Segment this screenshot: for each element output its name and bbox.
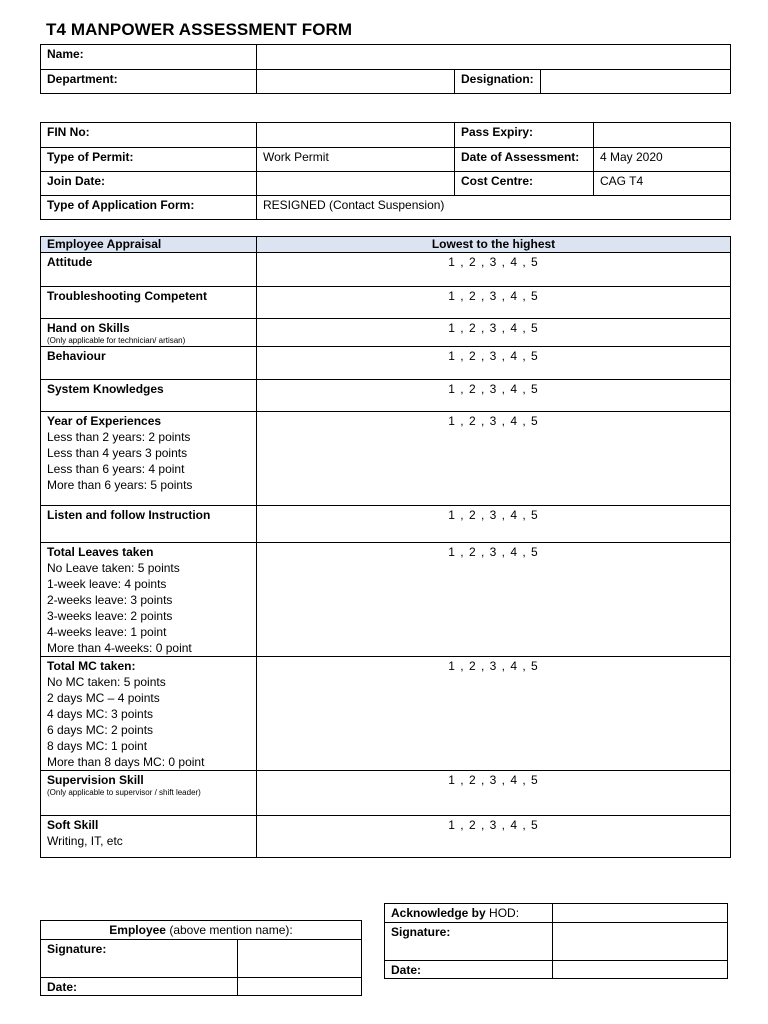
rating-scale[interactable]: 1 , 2 , 3 , 4 , 5 [257,412,731,506]
hod-date-label: Date: [385,961,553,979]
appraisal-row [41,319,731,347]
appraisal-row [41,287,731,319]
appraisal-criteria [41,347,257,380]
criteria-label: Listen and follow Instruction [47,508,211,522]
hod-signature-label: Signature: [385,923,553,961]
date-of-assessment-value[interactable]: 4 May 2020 [594,148,731,172]
criteria-detail-line: 8 days MC: 1 point [47,739,148,753]
rating-scale[interactable]: 1 , 2 , 3 , 4 , 5 [257,347,731,380]
criteria-detail-line: More than 6 years: 5 points [47,478,193,492]
criteria-detail-line: 2 days MC – 4 points [47,691,160,705]
employee-signature-label: Signature: [41,940,238,978]
criteria-label: Year of Experiences [47,414,162,428]
criteria-detail-line: Writing, IT, etc [47,834,123,848]
employee-header [41,921,362,940]
criteria-detail-line: Less than 2 years: 2 points [47,430,191,444]
appraisal-header-right: Lowest to the highest [257,237,731,253]
pass-expiry-label: Pass Expiry: [455,123,594,148]
appraisal-row [41,771,731,816]
criteria-label: Attitude [47,255,93,269]
appraisal-row [41,253,731,287]
appraisal-criteria [41,287,257,319]
rating-scale[interactable]: 1 , 2 , 3 , 4 , 5 [257,506,731,543]
hod-ack-rest: HOD: [485,906,520,920]
hod-date-field[interactable] [553,961,728,979]
employee-date-field[interactable] [238,978,362,996]
form-title: T4 MANPOWER ASSESSMENT FORM [46,20,353,39]
name-field[interactable] [257,45,731,70]
application-form-label: Type of Application Form: [41,196,257,220]
criteria-note: (Only applicable for technician/ artisan) [47,336,186,345]
employee-signature-table [40,920,362,996]
fin-field[interactable] [257,123,455,148]
criteria-detail-line: 1-week leave: 4 points [47,577,167,591]
rating-scale[interactable]: 1 , 2 , 3 , 4 , 5 [257,319,731,347]
hod-ack-field[interactable] [553,904,728,923]
appraisal-row [41,816,731,858]
employee-signature-field[interactable] [238,940,362,978]
appraisal-criteria [41,816,257,858]
employee-header-rest: (above mention name): [165,923,293,937]
hod-signature-field[interactable] [553,923,728,961]
rating-scale[interactable]: 1 , 2 , 3 , 4 , 5 [257,543,731,657]
criteria-detail-line: 6 days MC: 2 points [47,723,154,737]
appraisal-criteria [41,380,257,412]
permit-value[interactable]: Work Permit [257,148,455,172]
rating-scale[interactable]: 1 , 2 , 3 , 4 , 5 [257,380,731,412]
criteria-detail-line: 3-weeks leave: 2 points [47,609,173,623]
appraisal-row [41,543,731,657]
appraisal-criteria [41,543,257,657]
criteria-label: Troubleshooting Competent [47,289,207,303]
appraisal-row [41,412,731,506]
criteria-detail-line: More than 4-weeks: 0 point [47,641,192,655]
permit-info-table [40,122,731,220]
criteria-label: System Knowledges [47,382,164,396]
criteria-label: Behaviour [47,349,106,363]
application-form-value[interactable]: RESIGNED (Contact Suspension) [257,196,731,220]
criteria-detail-line: 4 days MC: 3 points [47,707,154,721]
join-date-label: Join Date: [41,172,257,196]
name-label: Name: [41,45,257,70]
criteria-label: Soft Skill [47,818,99,832]
cost-centre-value[interactable]: CAG T4 [594,172,731,196]
criteria-note: (Only applicable to supervisor / shift leader) [47,788,201,797]
pass-expiry-field[interactable] [594,123,731,148]
join-date-field[interactable] [257,172,455,196]
criteria-label: Total Leaves taken [47,545,154,559]
appraisal-row [41,347,731,380]
criteria-detail-line: Less than 6 years: 4 point [47,462,185,476]
permit-label: Type of Permit: [41,148,257,172]
personal-info-table [40,44,731,94]
rating-scale[interactable]: 1 , 2 , 3 , 4 , 5 [257,816,731,858]
cost-centre-label: Cost Centre: [455,172,594,196]
criteria-detail-line: No MC taken: 5 points [47,675,166,689]
designation-label: Designation: [455,70,541,94]
criteria-label: Hand on Skills [47,321,130,335]
criteria-detail-line: More than 8 days MC: 0 point [47,755,205,769]
department-field[interactable] [257,70,455,94]
rating-scale[interactable]: 1 , 2 , 3 , 4 , 5 [257,287,731,319]
fin-label: FIN No: [41,123,257,148]
date-of-assessment-label: Date of Assessment: [455,148,594,172]
appraisal-criteria [41,657,257,771]
criteria-detail-line: 2-weeks leave: 3 points [47,593,173,607]
appraisal-table [40,236,731,858]
appraisal-criteria [41,253,257,287]
appraisal-row [41,506,731,543]
hod-ack-label [385,904,553,923]
employee-header-bold: Employee [109,923,166,937]
criteria-detail-line: Less than 4 years 3 points [47,446,188,460]
designation-field[interactable] [541,70,731,94]
appraisal-row [41,380,731,412]
appraisal-header-left: Employee Appraisal [41,237,257,253]
appraisal-row [41,657,731,771]
criteria-detail-line: 4-weeks leave: 1 point [47,625,167,639]
rating-scale[interactable]: 1 , 2 , 3 , 4 , 5 [257,253,731,287]
appraisal-criteria [41,412,257,506]
rating-scale[interactable]: 1 , 2 , 3 , 4 , 5 [257,771,731,816]
criteria-detail-line: No Leave taken: 5 points [47,561,180,575]
department-label: Department: [41,70,257,94]
hod-ack-bold: Acknowledge by [391,906,486,920]
appraisal-criteria [41,319,257,347]
employee-date-label: Date: [41,978,238,996]
appraisal-criteria [41,506,257,543]
rating-scale[interactable]: 1 , 2 , 3 , 4 , 5 [257,657,731,771]
hod-acknowledge-table [384,903,728,979]
appraisal-criteria [41,771,257,816]
criteria-label: Supervision Skill [47,773,144,787]
criteria-label: Total MC taken: [47,659,136,673]
